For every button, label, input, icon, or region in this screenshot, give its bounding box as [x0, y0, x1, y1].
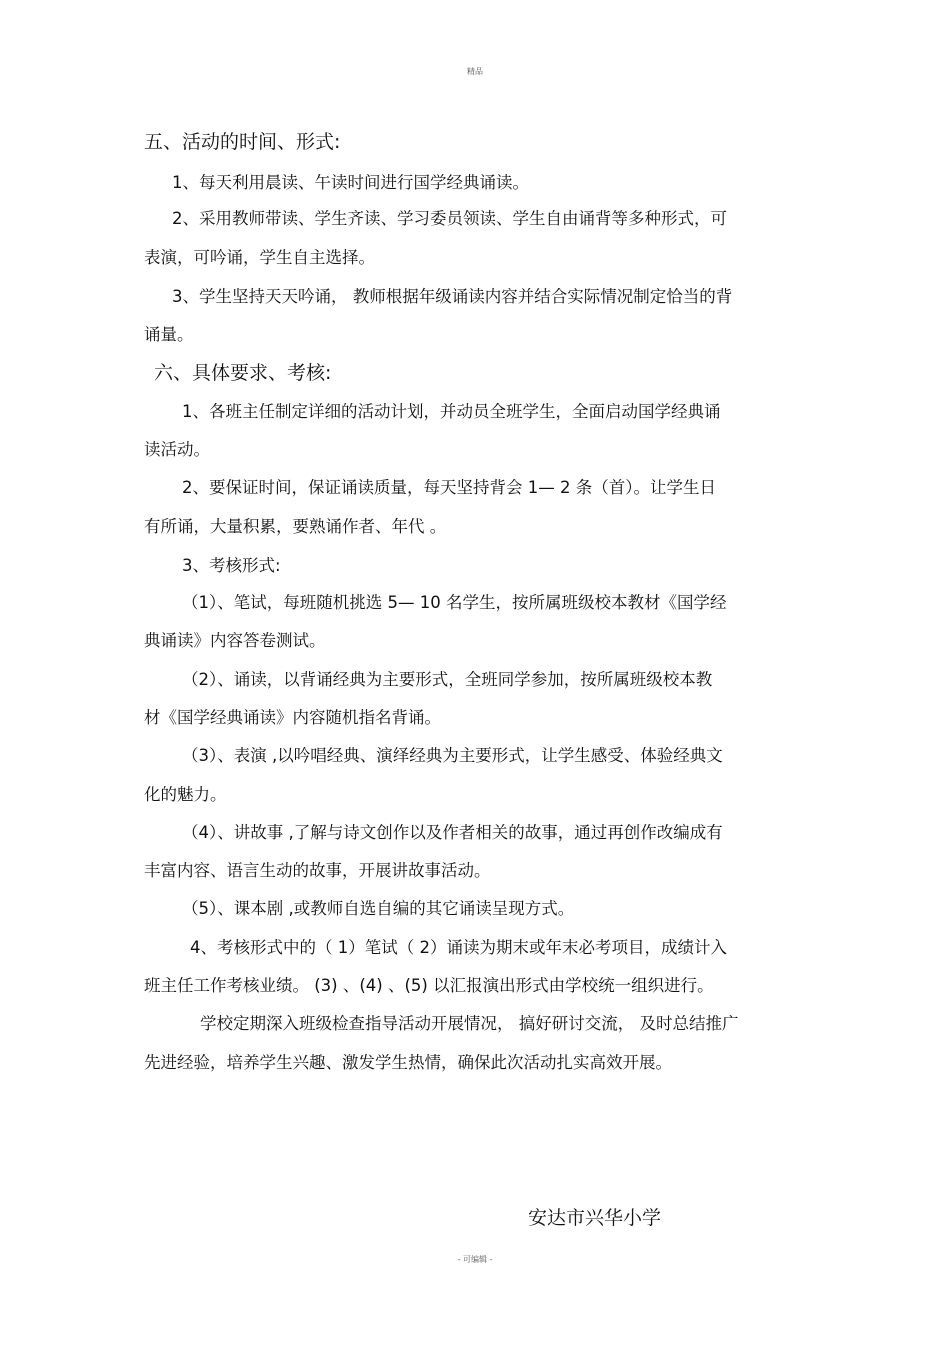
section-6-item-2-line-1: 2、要保证时间，保证诵读质量，每天坚持背会 1— 2 条（首）。让学生日: [182, 478, 716, 497]
section-5-item-3-line-1: 3、学生坚持天天吟诵， 教师根据年级诵读内容并结合实际情况制定恰当的背: [172, 287, 733, 306]
section-6-item-2-line-2: 有所诵，大量积累，要熟诵作者、年代 。: [144, 517, 447, 536]
assessment-1-line-2: 典诵读》内容答卷测试。: [144, 631, 326, 650]
section-5-heading: 五、活动的时间、形式:: [144, 131, 341, 153]
section-6-item-4-line-2: 班主任工作考核业绩。 (3) 、(4) 、(5) 以汇报演出形式由学校统一组织进行。: [144, 976, 714, 995]
closing-line-2: 先进经验，培养学生兴趣、激发学生热情，确保此次活动扎实高效开展。: [144, 1053, 672, 1072]
section-6-item-1-line-1: 1、各班主任制定详细的活动计划，并动员全班学生，全面启动国学经典诵: [182, 402, 721, 421]
assessment-3-line-1: （3）、表演 ,以吟唱经典、演绎经典为主要形式，让学生感受、体验经典文: [182, 746, 723, 765]
assessment-4-line-2: 丰富内容、语言生动的故事，开展讲故事活动。: [144, 861, 491, 880]
assessment-3-line-2: 化的魅力。: [144, 785, 227, 804]
section-6-heading: 六、具体要求、考核:: [154, 362, 332, 384]
section-6-item-3-heading: 3、考核形式:: [182, 556, 281, 575]
section-5-item-1: 1、每天利用晨读、午读时间进行国学经典诵读。: [172, 173, 529, 192]
school-signature: 安达市兴华小学: [528, 1207, 662, 1229]
header-mark: 精品: [467, 67, 483, 76]
section-5-item-3-line-2: 诵量。: [144, 325, 194, 344]
footer-mark: - 可编辑 -: [457, 1255, 493, 1264]
section-6-item-4-line-1: 4、考核形式中的（ 1）笔试（ 2）诵读为期末或年末必考项目，成绩计入: [190, 938, 727, 957]
assessment-5-line-1: （5）、课本剧 ,或教师自选自编的其它诵读呈现方式。: [182, 899, 575, 918]
assessment-4-line-1: （4）、讲故事 ,了解与诗文创作以及作者相关的故事，通过再创作改编成有: [182, 823, 723, 842]
section-5-item-2-line-2: 表演，可吟诵，学生自主选择。: [144, 248, 375, 267]
assessment-2-line-2: 材《国学经典诵读》内容随机指名背诵。: [144, 708, 441, 727]
assessment-2-line-1: （2）、诵读，以背诵经典为主要形式，全班同学参加，按所属班级校本教: [182, 670, 713, 689]
assessment-1-line-1: （1）、笔试，每班随机挑选 5— 10 名学生，按所属班级校本教材《国学经: [182, 593, 727, 612]
section-5-item-2-line-1: 2、采用教师带读、学生齐读、学习委员领读、学生自由诵背等多种形式，可: [172, 209, 727, 228]
closing-line-1: 学校定期深入班级检查指导活动开展情况， 搞好研讨交流， 及时总结推广: [200, 1014, 739, 1033]
section-6-item-1-line-2: 读活动。: [144, 440, 210, 459]
